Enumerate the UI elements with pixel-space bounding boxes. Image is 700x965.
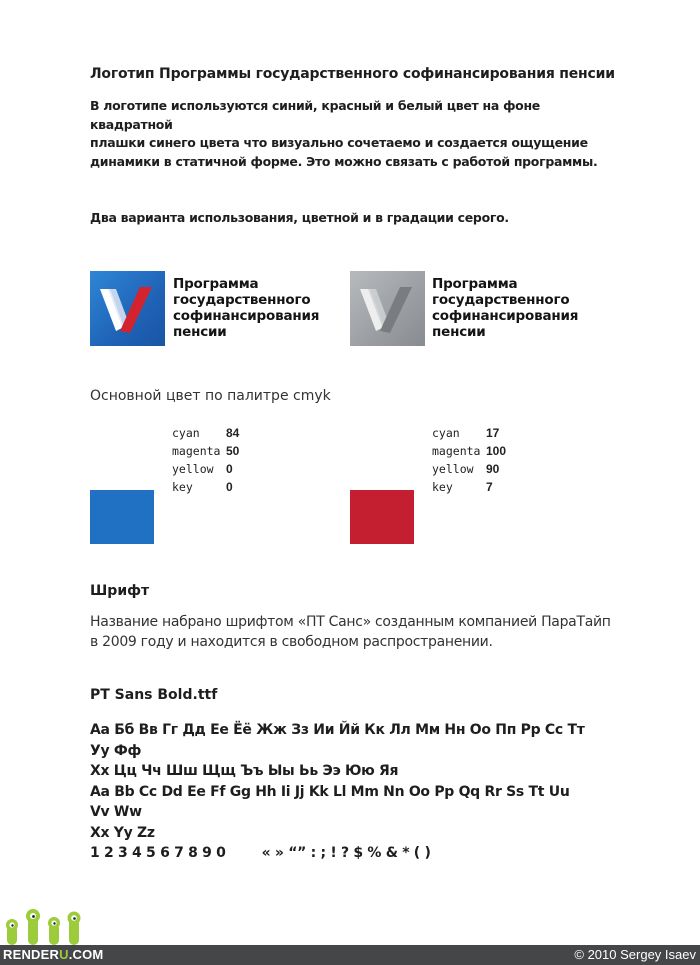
cmyk-row [172, 460, 239, 478]
specimen-line: Xx Yy Zz [90, 824, 155, 841]
cmyk-key: key [432, 480, 453, 494]
logo-mark-grayscale [350, 271, 425, 346]
font-heading: Шрифт [90, 583, 150, 599]
cmyk-row [172, 442, 239, 460]
logo-text-line: софинансирования [173, 308, 320, 324]
specimen-symbols: « » “” : ; ! ? $ % & * ( ) [261, 845, 431, 861]
cmyk-value: 0 [226, 462, 233, 476]
color-swatch-red [350, 490, 414, 544]
specimen-line: Уу Фф [90, 742, 142, 759]
brand-name-part: RENDER [3, 947, 60, 962]
palette-title: Основной цвет по палитре cmyk [90, 388, 331, 404]
page-heading: Логотип Программы государственного софинансирования пенсии [90, 66, 615, 82]
font-description [90, 612, 630, 652]
brand-name-part: .COM [68, 947, 104, 962]
cmyk-value: 50 [226, 444, 240, 458]
cmyk-key: magenta [172, 444, 221, 458]
logo-text-color [173, 276, 319, 340]
cmyk-key: yellow [172, 462, 214, 476]
brand-name-accent: U [59, 947, 69, 962]
font-description-line: в 2009 году и находится в свободном распространении. [90, 634, 493, 650]
specimen-digits-row [90, 843, 650, 864]
cmyk-value: 17 [486, 426, 500, 440]
cmyk-value: 84 [226, 426, 240, 440]
logo-text-line: софинансирования [432, 308, 579, 324]
specimen-line: Аа Бб Вв Гг Дд Ее Ёё Жж Зз Ии Йй Кк Лл Мм Нн Оо Пп Рр Сс Тт [90, 722, 585, 738]
logo-text-line: Программа [173, 276, 259, 292]
specimen-line: Vv Ww [90, 804, 142, 820]
cmyk-key: cyan [172, 426, 200, 440]
variants-text: Два варианта использования, цветной и в градации серого. [90, 210, 509, 225]
specimen-digits: 1 2 3 4 5 6 7 8 9 0 [90, 845, 226, 861]
cmyk-values-red [432, 424, 506, 496]
intro-line: динамики в статичной форме. Это можно связать с работой программы. [90, 153, 598, 169]
logo-text-line: государственного [432, 292, 570, 308]
copyright-text: © 2010 Sergey Isaev [574, 947, 696, 962]
color-swatch-blue [90, 490, 154, 544]
cmyk-row [432, 424, 506, 442]
cmyk-key: yellow [432, 462, 474, 476]
cmyk-key: magenta [432, 444, 481, 458]
logo-text-line: пенсии [432, 324, 486, 340]
logo-text-line: Программа [432, 276, 518, 292]
cmyk-value: 0 [226, 480, 233, 494]
logo-text-line: пенсии [173, 324, 227, 340]
font-description-line: Название набрано шрифтом «ПТ Санс» созданным компанией ПараТайп [90, 614, 611, 630]
font-specimen [90, 720, 650, 864]
intro-paragraph [90, 97, 610, 171]
logo-text-line: государственного [173, 292, 311, 308]
specimen-line: Aa Bb Cc Dd Ee Ff Gg Hh Ii Jj Kk Ll Mm Nn Oo Pp Qq Rr Ss Tt Uu [90, 783, 570, 800]
specimen-title: PT Sans Bold.ttf [90, 687, 218, 703]
cmyk-values-blue [172, 424, 239, 496]
cmyk-value: 7 [486, 480, 493, 494]
cmyk-value: 90 [486, 462, 500, 476]
cmyk-row [172, 424, 239, 442]
intro-line: В логотипе используются синий, красный и белый цвет на фоне квадратной [90, 98, 540, 132]
cmyk-value: 100 [486, 444, 507, 458]
intro-line: плашки синего цвета что визуально сочетаемо и создается ощущение [90, 135, 588, 150]
cmyk-row [432, 442, 506, 460]
cmyk-row [432, 460, 506, 478]
specimen-line: Хх Цц Чч Шш Щщ Ъъ Ыы Ьь Ээ Юю Яя [90, 763, 399, 779]
logo-mark-color [90, 271, 165, 346]
cmyk-key: key [172, 480, 193, 494]
cmyk-row [172, 478, 239, 496]
logo-text-grayscale [432, 276, 578, 340]
cmyk-key: cyan [432, 426, 460, 440]
cmyk-row [432, 478, 506, 496]
brand-name[interactable] [3, 945, 103, 965]
